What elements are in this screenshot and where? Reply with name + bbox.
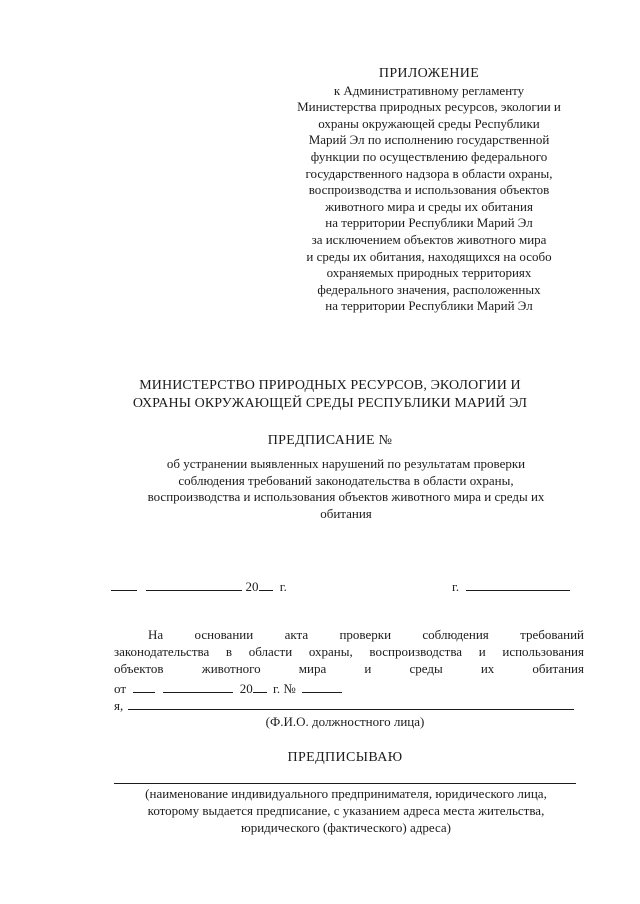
appendix-line: федерального значения, расположенных — [317, 281, 541, 297]
ministry-line-1: МИНИСТЕРСТВО ПРИРОДНЫХ РЕСУРСОВ, ЭКОЛОГИИ И — [139, 378, 521, 393]
ministry-name — [100, 377, 560, 413]
act-date-field — [114, 680, 342, 697]
act-day-blank[interactable] — [133, 680, 155, 693]
appendix-line: Министерства природных ресурсов, экологии и — [297, 99, 561, 115]
entity-caption-line: которому выдается предписание, с указанием адреса места жительства, — [147, 802, 545, 818]
appendix-heading: ПРИЛОЖЕНИЕ — [378, 66, 480, 81]
order-subtitle — [108, 456, 584, 522]
city-field — [452, 578, 570, 595]
act-year-blank[interactable] — [253, 680, 267, 693]
year-blank[interactable] — [259, 578, 273, 591]
order-title: ПРЕДПИСАНИЕ № — [267, 433, 393, 448]
entity-name-blank[interactable] — [114, 783, 576, 784]
official-i-label: я, — [114, 698, 124, 713]
appendix-line: и среды их обитания, находящихся на особо — [306, 248, 552, 264]
act-number-blank[interactable] — [302, 680, 342, 693]
entity-caption-line: (наименование индивидуального предпринимателя, юридического лица, — [145, 786, 547, 801]
appendix-line: охраняемых природных территориях — [326, 265, 532, 281]
year-suffix: г. — [279, 579, 287, 594]
basis-line-3: объектов животного мира и среды их обитания — [114, 661, 584, 676]
entity-caption-line: юридического (фактического) адреса) — [240, 819, 451, 835]
official-field — [114, 697, 574, 714]
entity-caption — [108, 786, 584, 836]
basis-line-2: законодательства в области охраны, воспроизводства и использования — [114, 644, 584, 659]
act-month-blank[interactable] — [163, 680, 233, 693]
city-prefix: г. — [452, 579, 460, 594]
appendix-line: животного мира и среды их обитания — [325, 198, 533, 214]
day-blank[interactable] — [111, 578, 137, 591]
official-caption: (Ф.И.О. должностного лица) — [265, 714, 425, 729]
basis-line-1: На основании акта проверки соблюдения требований — [148, 627, 584, 642]
date-field — [111, 578, 287, 595]
order-subtitle-line: об устранении выявленных нарушений по результатам проверки — [166, 456, 526, 471]
order-subtitle-line: соблюдения требований законодательства в области охраны, — [178, 472, 514, 488]
ministry-line-2: ОХРАНЫ ОКРУЖАЮЩЕЙ СРЕДЫ РЕСПУБЛИКИ МАРИЙ ЭЛ — [132, 396, 528, 411]
city-blank[interactable] — [466, 578, 570, 591]
official-name-blank[interactable] — [128, 697, 574, 710]
act-number-label: г. № — [273, 681, 296, 696]
appendix-line: на территории Республики Марий Эл — [325, 215, 533, 231]
order-subtitle-line: воспроизводства и использования объектов животного мира и среды их — [147, 489, 545, 505]
act-from-label: от — [114, 681, 127, 696]
appendix-line: на территории Республики Марий Эл — [325, 298, 533, 314]
appendix-line: функции по осуществлению федерального — [310, 148, 548, 164]
prescribe-heading: ПРЕДПИСЫВАЮ — [287, 750, 403, 765]
appendix-block — [270, 66, 588, 315]
appendix-line: Марий Эл по исполнению государственной — [308, 132, 550, 148]
appendix-line: государственного надзора в области охраны, — [305, 165, 553, 181]
order-subtitle-line: обитания — [320, 505, 372, 521]
year-prefix: 20 — [245, 579, 259, 594]
appendix-line: охраны окружающей среды Республики — [318, 115, 540, 131]
month-blank[interactable] — [146, 578, 242, 591]
act-year-prefix: 20 — [239, 681, 253, 696]
appendix-line: за исключением объектов животного мира — [311, 231, 547, 247]
appendix-line: воспроизводства и использования объектов — [308, 182, 550, 198]
appendix-line: к Административному регламенту — [333, 82, 525, 98]
